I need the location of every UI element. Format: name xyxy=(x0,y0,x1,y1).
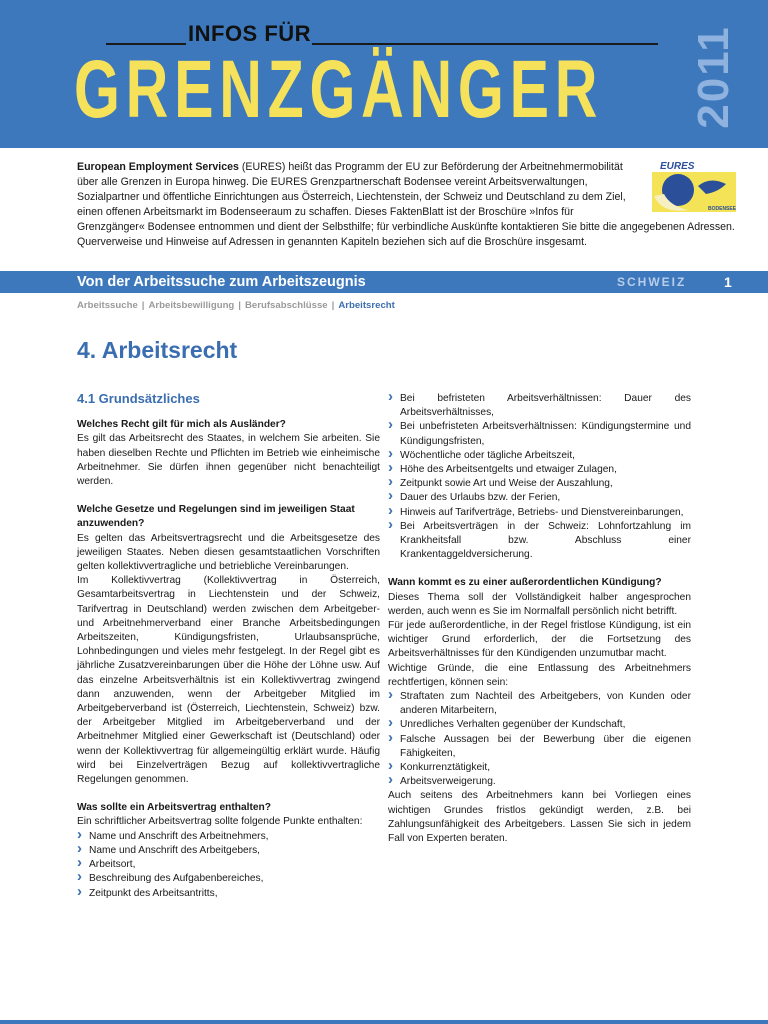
bullet-list xyxy=(77,830,380,901)
list-item: › Falsche Aussagen bei der Bewerbung über die eigenen Fähigkeiten, xyxy=(388,733,691,761)
bullet-list xyxy=(388,392,691,562)
intro-lead: European Employment Services xyxy=(77,161,239,173)
section-heading: 4.1 Grundsätzliches xyxy=(77,391,200,406)
list-item: › Wöchentliche oder tägliche Arbeitszeit, xyxy=(388,449,691,463)
list-item: › Bei befristeten Arbeitsverhältnissen: Dauer des Arbeitsverhältnisses, xyxy=(388,392,691,420)
list-item: › Höhe des Arbeitsentgelts und etwaiger Zulagen, xyxy=(388,463,691,477)
breadcrumb-item-arbeitsbewilligung[interactable]: Arbeitsbewilligung xyxy=(148,300,235,311)
breadcrumb-item-arbeitssuche[interactable]: Arbeitssuche xyxy=(77,300,138,311)
logo-eures-text: EURES xyxy=(660,161,695,172)
paragraph: Es gilt das Arbeitsrecht des Staates, in welchem Sie arbeiten. Sie haben dieselben Rechte und Pflichten im Betrieb wie einheimische Arbeitnehmer. Sie dürfen ihnen gegenüber nicht benachteiligt werden. xyxy=(77,433,380,488)
list-item: › Beschreibung des Aufgabenbereiches, xyxy=(77,872,380,886)
question-heading: Wann kommt es zu einer außerordentlichen Kündigung? xyxy=(388,577,662,589)
right-column xyxy=(388,392,691,846)
list-item: › Name und Anschrift des Arbeitnehmers, xyxy=(77,830,380,844)
chapter-title: 4. Arbeitsrecht xyxy=(77,337,238,363)
list-item: › Konkurrenztätigkeit, xyxy=(388,761,691,775)
section-bar xyxy=(0,271,768,293)
breadcrumb-separator: | xyxy=(331,300,335,311)
list-item: › Zeitpunkt sowie Art und Weise der Auszahlung, xyxy=(388,477,691,491)
breadcrumb-item-arbeitsrecht[interactable]: Arbeitsrecht xyxy=(338,300,395,311)
list-item: › Bei unbefristeten Arbeitsverhältnissen: Kündigungstermine und Kündigungsfristen, xyxy=(388,420,691,448)
header-title: GRENZGÄNGER xyxy=(74,44,604,135)
paragraph: Ein schriftlicher Arbeitsvertrag sollte folgende Punkte enthalten: xyxy=(77,816,363,828)
paragraph: Es gelten das Arbeitsvertragsrecht und die Arbeitsgesetze des jeweiligen Staates. Neben diesen gesamtstaatlichen Vorschriften gelten kollektivvertragliche und betriebliche Vereinbarungen. xyxy=(77,532,380,573)
page-number: 1 xyxy=(724,274,732,290)
list-item: › Bei Arbeitsverträgen in der Schweiz: Lohnfortzahlung im Krankheitsfall bzw. Abschluss einer Krankentaggeldversicherung. xyxy=(388,520,691,563)
section-bar-title: Von der Arbeitssuche zum Arbeitszeugnis xyxy=(77,274,366,290)
question-heading: Welches Recht gilt für mich als Ausländer? xyxy=(77,419,286,431)
section-bar-country: SCHWEIZ xyxy=(617,275,687,289)
list-item: › Arbeitsverweigerung. xyxy=(388,775,691,789)
logo-bodensee-text: BODENSEE xyxy=(708,206,737,212)
header-year-text: 2011 xyxy=(689,25,738,129)
left-column xyxy=(77,392,380,901)
breadcrumb xyxy=(77,300,395,311)
intro-text-part1: (EURES) heißt das Programm der EU zur Beförderung der Arbeitnehmermobilität über alle Grenzen in Europa hinweg. Die EURES Grenzpartnerschaft Bodensee vereint Arbeitsverwaltungen, Sozialpartner und öffentliche Einrichtungen aus Österreich, Liechtenstein, der Schweiz und Deutschland zu dem Ziel, einen offenen Arbeitsmarkt im Bodenseeraum zu schaffen. Dieses FaktenBlatt ist der Broschüre »Infos für xyxy=(77,161,626,218)
header-year xyxy=(684,22,744,132)
paragraph: Auch seitens des Arbeitnehmers kann bei Vorliegen eines wichtigen Grundes fristlos gekündigt werden, z.B. bei Zahlungsunfähigkeit des Arbeitgebers. Lassen Sie sich in jedem Fall von Experten beraten. xyxy=(388,790,691,845)
list-item: › Zeitpunkt des Arbeitsantritts, xyxy=(77,887,380,901)
list-item: › Hinweis auf Tarifverträge, Betriebs- und Dienstvereinbarungen, xyxy=(388,506,691,520)
header-subtitle: INFOS FÜR xyxy=(188,21,312,46)
question-heading: Welche Gesetze und Regelungen sind im jeweiligen Staat anzuwenden? xyxy=(77,504,355,530)
question-heading: Was sollte ein Arbeitsvertrag enthalten? xyxy=(77,802,271,814)
intro-text xyxy=(77,160,637,220)
breadcrumb-separator: | xyxy=(141,300,145,311)
paragraph: Wichtige Gründe, die eine Entlassung des Arbeitnehmers rechtfertigen, können sein: xyxy=(388,662,691,688)
list-item: › Arbeitsort, xyxy=(77,858,380,872)
breadcrumb-separator: | xyxy=(238,300,241,311)
paragraph: Dieses Thema soll der Vollständigkeit halber angesprochen werden, auch wenn es Sie im Normalfall persönlich nicht betrifft. xyxy=(388,591,691,617)
list-item: › Dauer des Urlaubs bzw. der Ferien, xyxy=(388,491,691,505)
bottom-border xyxy=(0,1020,768,1024)
list-item: › Name und Anschrift des Arbeitgebers, xyxy=(77,844,380,858)
paragraph: Für jede außerordentliche, in der Regel fristlose Kündigung, ist ein wichtiger Grund erforderlich, der die Fortsetzung des Arbeitsverhältnisses für den Kündigenden unzumutbar macht. xyxy=(388,620,691,660)
paragraph: Im Kollektivvertrag (Kollektivvertrag in Österreich, Gesamtarbeitsvertrag in Liechtenstein und der Schweiz, Tarifvertrag in Deutschland) werden zwischen dem Arbeitgeber- und Arbeitnehmerverband einer Branche Arbeitsbedingungen Arbeitszeiten, Kündigungsfristen, Urlaubsansprüche, Lohnbedingungen und vieles mehr festgelegt. In der Regel gibt es jährliche Zusatzvereinbarungen über die Höhe der Löhne usw. Auf das einzelne Arbeitsverhältnis ist ein Kollektivvertrag zwingend dann anzuwenden, wenn der Arbeitgeber Mitglied im Arbeitgeberverband ist (Österreich, Liechtenstein, Schweiz) bzw. der Arbeitgeber Mitglied im Arbeitgeberverband und der Arbeitnehmer Mitglied einer Gewerkschaft ist (Deutschland) oder wenn der Kollektivvertrag für allgemeingültig erklärt wurde. Häufig wird bei Einzelverträgen Bezug auf kollektivvertragliche Regelungen genommen. xyxy=(77,575,380,786)
bullet-list xyxy=(388,690,691,789)
breadcrumb-item-berufsabschluesse[interactable]: Berufsabschlüsse xyxy=(244,300,328,311)
header-banner xyxy=(0,0,768,148)
list-item: › Straftaten zum Nachteil des Arbeitgebers, von Kunden oder anderen Mitarbeitern, xyxy=(388,690,691,718)
intro-text-continued: Grenzgänger« Bodensee entnommen und dient der Selbsthilfe; für verbindliche Auskünfte kontaktieren Sie bitte die angegebenen Adressen. Querverweise und Hinweise auf Adressen in genannten Kapiteln beziehen sich auf die Broschüre insgesamt. xyxy=(77,221,735,248)
eures-bodensee-logo xyxy=(648,158,738,218)
list-item: › Unredliches Verhalten gegenüber der Kundschaft, xyxy=(388,718,691,732)
